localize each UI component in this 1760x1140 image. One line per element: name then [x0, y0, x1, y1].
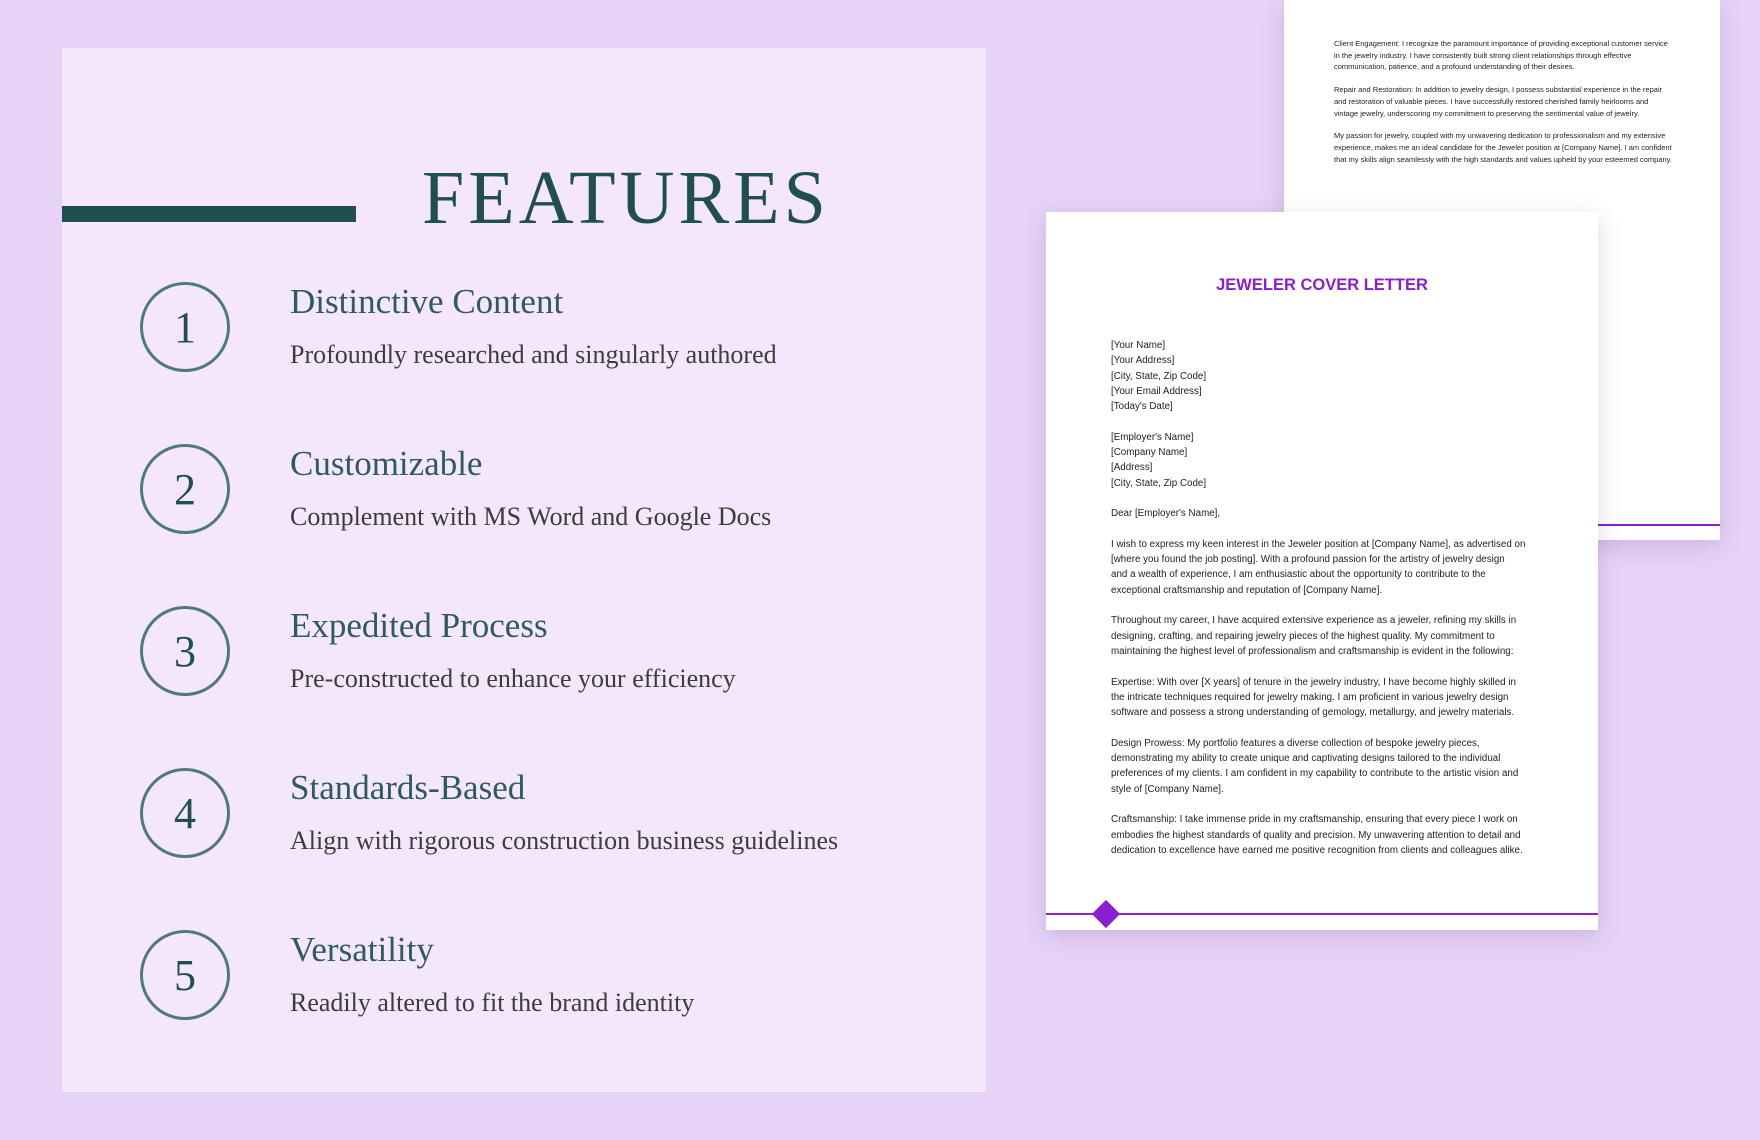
paragraph-line: maintaining the highest level of professionalism and craftsmanship is evident in the following: [1111, 645, 1514, 657]
sender-line: [Today's Date] [1111, 401, 1173, 413]
letter-paragraph [1111, 537, 1541, 598]
paragraph-line: software and possess a strong understanding of gemology, metallurgy, and jewelry materials. [1111, 707, 1515, 719]
feature-title: Expedited Process [290, 606, 548, 645]
letter-paragraph [1111, 736, 1541, 797]
sender-line: [Your Address] [1111, 355, 1175, 367]
paragraph-line: dedication to excellence have earned me positive recognition from clients and colleagues alike. [1111, 844, 1523, 856]
number-circle: 4 [140, 768, 230, 858]
feature-title: Standards-Based [290, 768, 526, 807]
feature-description: Align with rigorous construction business guidelines [290, 826, 839, 855]
paragraph-line: style of [Company Name]. [1111, 783, 1224, 795]
recipient-line: [Address] [1111, 462, 1153, 474]
footer-divider [1046, 913, 1598, 915]
paragraph-line: designing, crafting, and repairing jewelry pieces of the highest quality. My commitment to [1111, 630, 1495, 642]
feature-item [62, 444, 986, 584]
paragraph-line: Expertise: With over [X years] of tenure in the jewelry industry, I have become highly skilled in [1111, 676, 1516, 688]
recipient-line: [Employer's Name] [1111, 431, 1194, 443]
feature-title: Customizable [290, 444, 483, 483]
paragraph-line: [where you found the job posting]. With a profound passion for the artistry of jewelry design [1111, 554, 1505, 566]
feature-description: Pre-constructed to enhance your efficiency [290, 664, 736, 693]
number-circle: 2 [140, 444, 230, 534]
features-panel [62, 48, 986, 1092]
recipient-line: [Company Name] [1111, 447, 1188, 459]
paragraph-line: Throughout my career, I have acquired extensive experience as a jeweler, refining my skills in [1111, 615, 1517, 627]
paragraph-line: I wish to express my keen interest in the Jeweler position at [Company Name], as advertised on [1111, 538, 1526, 550]
letter-body [1111, 338, 1541, 873]
paragraph-line: embodies the highest standards of quality and precision. My unwavering attention to detail and [1111, 829, 1521, 841]
salutation [1111, 506, 1541, 521]
feature-item [62, 282, 986, 422]
paragraph-line: Craftsmanship: I take immense pride in my craftsmanship, ensuring that every piece I work on [1111, 814, 1518, 826]
letter-paragraph [1111, 675, 1541, 721]
feature-description: Profoundly researched and singularly authored [290, 340, 777, 369]
back-page-paragraph: Repair and Restoration: In addition to jewelry design, I possess substantial experience in the repair and restoration of valuable pieces. I have successfully restored cherished family heirlooms and vintage jewelry, underscoring my commitment to preserving the sentimental value of jewelry. [1334, 85, 1663, 118]
paragraph-line: demonstrating my ability to create unique and captivating designs tailored to the individual [1111, 753, 1501, 765]
back-page-body [1334, 38, 1674, 176]
features-title: FEATURES [422, 156, 830, 240]
feature-description: Readily altered to fit the brand identity [290, 988, 695, 1017]
sender-line: [City, State, Zip Code] [1111, 370, 1207, 382]
back-page-paragraph: Client Engagement: I recognize the paramount importance of providing exceptional customer service in the jewelry industry. I have consistently built strong client relationships through effective communication, patience, and a profound understanding of their desires. [1334, 39, 1668, 72]
sender-line: [Your Email Address] [1111, 385, 1202, 397]
salutation-line: Dear [Employer's Name], [1111, 508, 1221, 520]
feature-title: Versatility [290, 930, 434, 969]
title-accent-bar [62, 206, 356, 222]
sender-line: [Your Name] [1111, 340, 1166, 351]
recipient-block [1111, 430, 1541, 491]
paragraph-line: the intricate techniques required for jewelry making. I am proficient in various jewelry design [1111, 691, 1509, 703]
document-page-front [1046, 212, 1598, 930]
feature-title: Distinctive Content [290, 282, 564, 321]
number-circle: 1 [140, 282, 230, 372]
paragraph-line: Design Prowess: My portfolio features a diverse collection of bespoke jewelry pieces, [1111, 737, 1480, 749]
paragraph-line: exceptional craftsmanship and reputation of [Company Name]. [1111, 584, 1383, 596]
back-page-paragraph: My passion for jewelry, coupled with my unwavering dedication to professionalism and my extensive experience, makes me an ideal candidate for the Jeweler position at [Company Name]. I am confident that my skills align seamlessly with the high standards and values upheld by your esteemed company. [1334, 131, 1672, 164]
feature-item [62, 930, 986, 1070]
feature-item [62, 768, 986, 908]
paragraph-line: and a wealth of experience, I am enthusiastic about the opportunity to contribute to the [1111, 569, 1486, 581]
recipient-line: [City, State, Zip Code] [1111, 477, 1207, 489]
number-circle: 3 [140, 606, 230, 696]
letter-title: JEWELER COVER LETTER [1216, 276, 1428, 294]
paragraph-line: preferences of my clients. I am confident in my capability to contribute to the artistic vision and [1111, 768, 1519, 780]
diamond-icon [1092, 900, 1120, 928]
feature-description: Complement with MS Word and Google Docs [290, 502, 772, 531]
feature-item [62, 606, 986, 746]
letter-paragraph [1111, 613, 1541, 659]
number-circle: 5 [140, 930, 230, 1020]
sender-block [1111, 338, 1541, 414]
letter-paragraph [1111, 812, 1541, 858]
